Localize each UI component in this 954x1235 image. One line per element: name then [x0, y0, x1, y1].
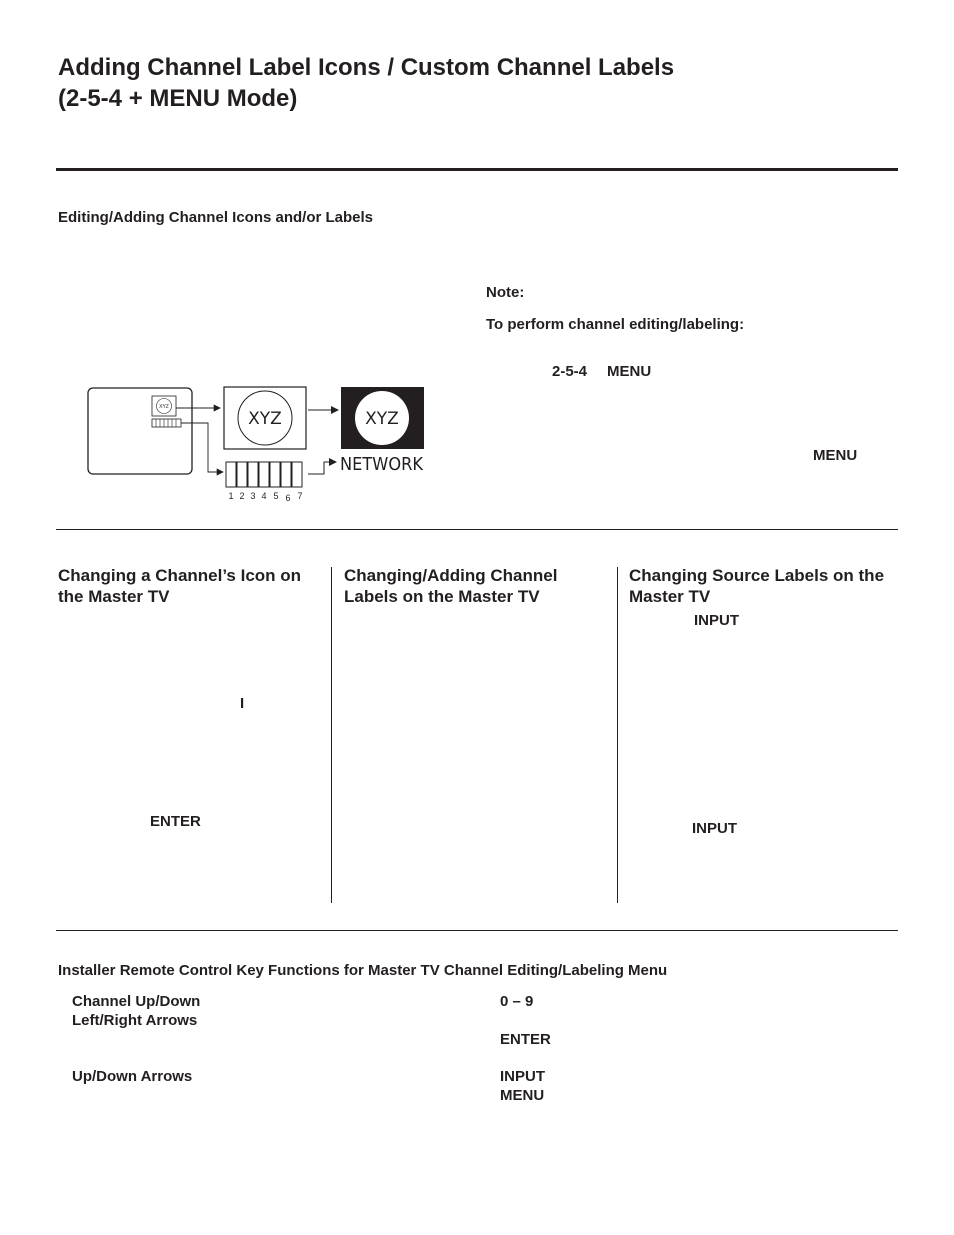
- icon-text: XYZ: [248, 409, 282, 429]
- key-menu-2: MENU: [813, 447, 858, 464]
- column-divider-1: [331, 567, 332, 903]
- column-source-heading: Changing Source Labels on the Master TV: [629, 566, 885, 606]
- key-digits: 0 – 9: [500, 993, 534, 1010]
- cell-digit-1: 1: [228, 491, 234, 501]
- network-arrow: [308, 462, 336, 474]
- column-source-key-input-2: INPUT: [692, 820, 737, 837]
- cell-digit-2: 2: [239, 491, 245, 501]
- column-source-key-input-1: INPUT: [694, 612, 739, 629]
- channel-icon-diagram: [86, 384, 431, 506]
- cell-digit-4: 4: [261, 491, 267, 501]
- column-icon-key-i: I: [240, 695, 245, 712]
- key-functions-heading: Installer Remote Control Key Functions for Master TV Channel Editing/Labeling Menu: [58, 962, 668, 979]
- section-divider-1: [56, 529, 898, 530]
- column-source-change: [629, 565, 897, 607]
- procedure-heading: To perform channel editing/labeling:: [486, 316, 745, 333]
- page-title-line1: Adding Channel Label Icons / Custom Channel Labels: [58, 54, 675, 81]
- cell-digit-5: 5: [273, 491, 279, 501]
- key-code-254: 2-5-4: [552, 363, 588, 380]
- column-icon-heading: Changing a Channel’s Icon on the Master TV: [58, 566, 302, 606]
- title-divider: [56, 168, 898, 171]
- intro-heading: Editing/Adding Channel Icons and/or Labels: [58, 209, 374, 226]
- page-title: [58, 52, 674, 114]
- key-menu-1: MENU: [607, 363, 652, 380]
- column-icon-change: [58, 565, 318, 607]
- cell-digit-7: 7: [297, 491, 303, 501]
- column-divider-2: [617, 567, 618, 903]
- key-up-down-arrows: Up/Down Arrows: [72, 1068, 193, 1085]
- cell-digit-6: 6: [285, 493, 291, 503]
- cell-digit-3: 3: [250, 491, 256, 501]
- column-label-change: [344, 565, 604, 607]
- tv-small-label-box: [152, 419, 181, 427]
- key-left-right-arrows: Left/Right Arrows: [72, 1012, 198, 1029]
- column-label-heading: Changing/Adding Channel Labels on the Master TV: [344, 566, 558, 606]
- key-menu: MENU: [500, 1087, 545, 1104]
- key-channel-updown: Channel Up/Down: [72, 993, 201, 1010]
- key-enter: ENTER: [500, 1031, 551, 1048]
- network-label: NETWORK: [340, 454, 425, 475]
- note-label: Note:: [486, 284, 525, 301]
- column-icon-key-enter: ENTER: [150, 813, 201, 830]
- label-cells: [226, 462, 302, 487]
- tv-small-icon-text: XYZ: [159, 404, 169, 410]
- key-input: INPUT: [500, 1068, 545, 1085]
- section-divider-2: [56, 930, 898, 931]
- icon-text-inverted: XYZ: [365, 409, 399, 429]
- page-title-line2: (2-5-4 + MENU Mode): [58, 85, 298, 112]
